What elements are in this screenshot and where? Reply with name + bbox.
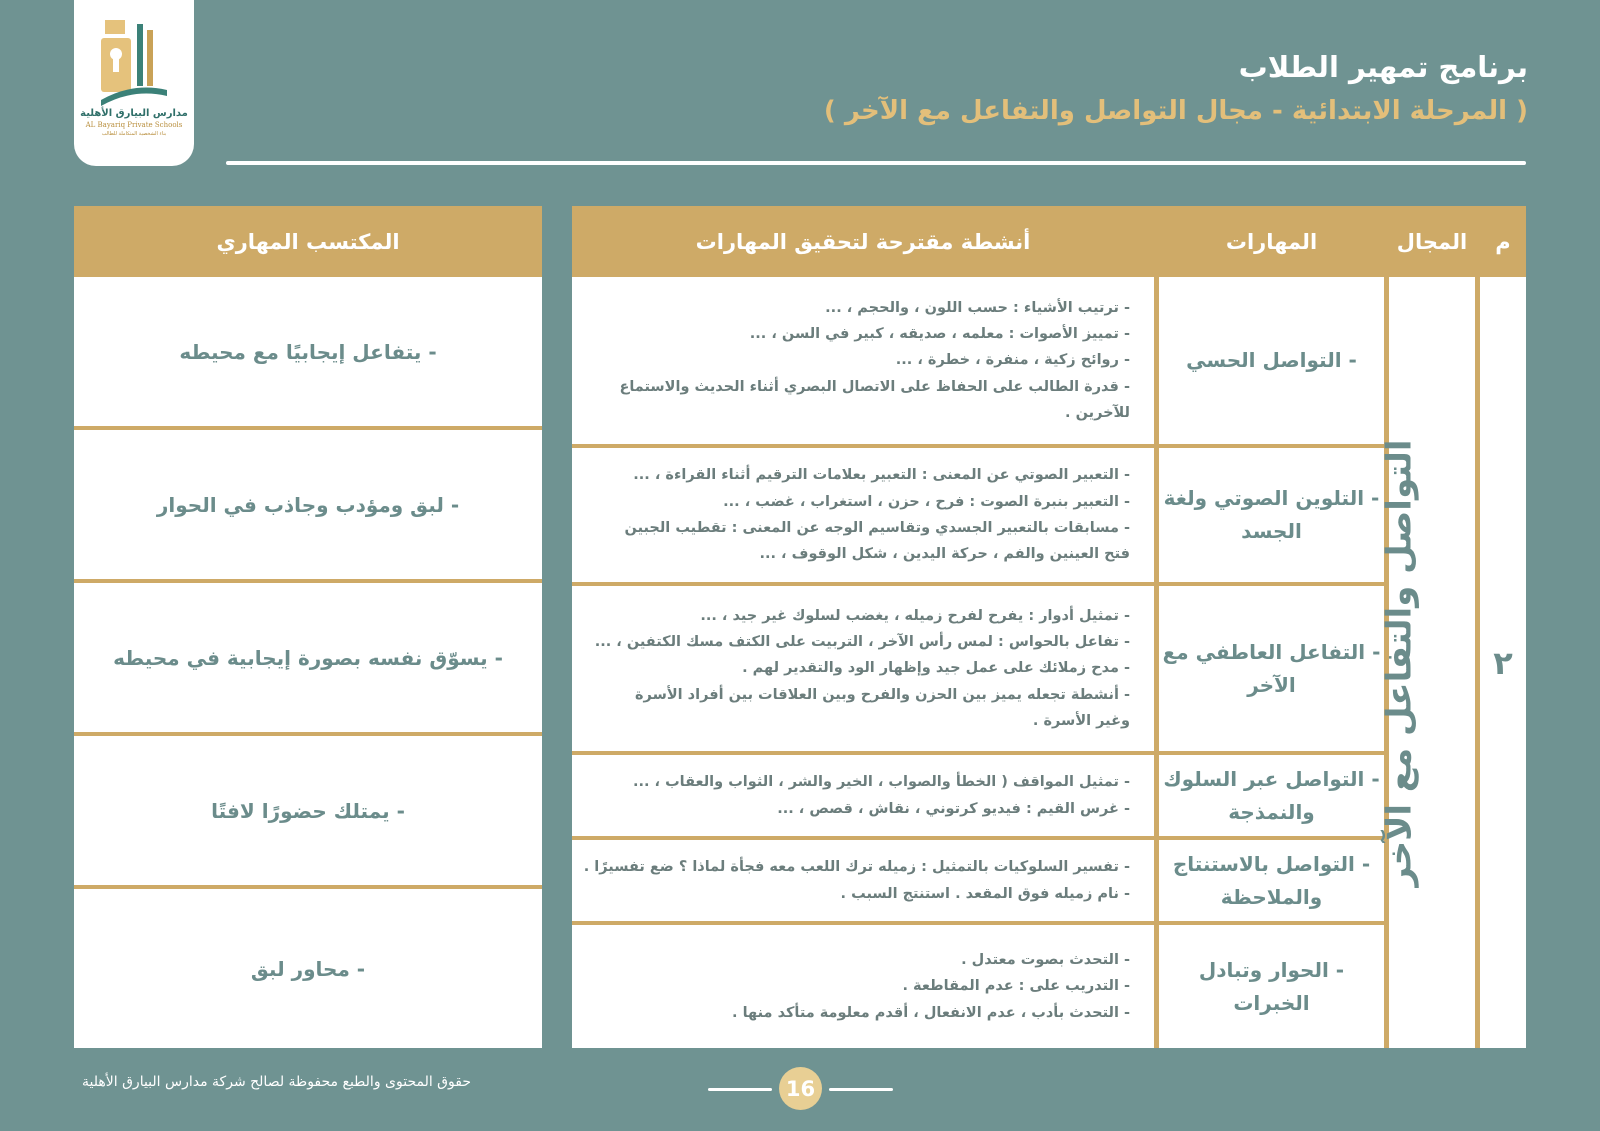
page-title: برنامج تمهير الطلاب <box>1238 50 1528 84</box>
activity-line: - غرس القيم : فيديو كرتوني ، نقاش ، قصص ، ... <box>777 800 1130 817</box>
activity-line: - التعبير بنبرة الصوت : فرح ، حزن ، استغراب ، غضب ، ... <box>723 493 1130 510</box>
skill-cell: - التواصل عبر السلوك والنمذجة <box>1163 766 1380 824</box>
skill-cell: - التواصل الحسي <box>1186 348 1357 372</box>
activity-line: - تمييز الأصوات : معلمه ، صديقه ، كبير في السن ، ... <box>749 325 1130 342</box>
skill-cell: - التواصل بالاستنتاج والملاحظة <box>1172 851 1371 909</box>
activity-line: فتح العينين والفم ، حركة اليدين ، شكل الوقوف ، ... <box>759 546 1130 563</box>
skill-cell: - الحوار وتبادل الخبرات <box>1198 957 1345 1015</box>
copyright-notice: حقوق المحتوى والطبع محفوظة لصالح شركة مدارس البيارق الأهلية <box>82 1074 472 1090</box>
footer-divider <box>829 1088 893 1091</box>
activities-cell <box>572 277 1154 444</box>
activities-cell <box>572 925 1154 1048</box>
activities-cell <box>572 448 1154 582</box>
bayariq-logo-icon <box>97 16 171 106</box>
acquired-skill-item: - يسوّق نفسه بصورة إيجابية في محيطه <box>113 645 503 670</box>
activities-cell <box>572 840 1154 921</box>
logo-name-english: AL Bayariq Private Schools <box>85 121 183 129</box>
activity-line: - تفاعل بالحواس : لمس رأس الآخر ، التربيت على الكتف مسك الكتفين ، ... <box>594 633 1130 650</box>
activity-line: - روائح زكية ، منفرة ، خطرة ، ... <box>895 352 1130 369</box>
activity-line: - أنشطة تجعله يميز بين الحزن والفرح وبين العلاقات بين أفراد الأسرة <box>635 686 1130 703</box>
domain-label: التواصل والتفاعل مع الآخر <box>1379 438 1420 887</box>
activity-line: - قدرة الطالب على الحفاظ على الاتصال البصري أثناء الحديث والاستماع <box>619 378 1130 395</box>
skills-table <box>572 206 1526 1048</box>
activity-line: - تمثيل أدوار : يفرح لفرح زميله ، يغضب لسلوك غير جيد ، ... <box>700 607 1130 624</box>
activity-line: - تمثيل المواقف ( الخطأ والصواب ، الخير والشر ، الثواب والعقاب ، ... <box>632 774 1130 791</box>
header-domain: المجال <box>1396 229 1468 254</box>
row-number: ٢ <box>1493 643 1513 682</box>
logo-tagline: بناء الشخصية المتكاملة للطالب <box>101 131 167 137</box>
activity-line: - تفسير السلوكيات بالتمثيل : زميله ترك اللعب معه فجأة لماذا ؟ ضع تفسيرًا . <box>583 859 1130 876</box>
acquired-skills-table <box>74 206 542 1048</box>
header-skills: المهارات <box>1225 229 1318 254</box>
activity-line: للآخرين . <box>1065 405 1130 422</box>
skill-cell: - التلوين الصوتي ولغة الجسد <box>1163 486 1380 543</box>
activity-line: - التحدث بأدب ، عدم الانفعال ، أقدم معلومة متأكد منها . <box>732 1004 1130 1021</box>
header-num: م <box>1495 229 1511 254</box>
header-activities: أنشطة مقترحة لتحقيق المهارات <box>695 229 1031 254</box>
skill-cell: - التفاعل العاطفي مع الآخر <box>1162 639 1381 697</box>
acquired-skills-header: المكتسب المهاري <box>74 206 542 277</box>
activity-line: - مسابقات بالتعبير الجسدي وتقاسيم الوجه عن المعنى : تقطيب الجبين <box>624 520 1130 536</box>
activities-cell <box>572 586 1154 751</box>
activity-line: - مدح زملائك على عمل جيد وإظهار الود والتقدير لهم . <box>742 660 1130 677</box>
header-divider <box>226 161 1526 165</box>
page-number: 16 <box>779 1067 822 1110</box>
acquired-skill-item: - يتفاعل إيجابيًا مع محيطه <box>179 339 437 364</box>
acquired-skill-item: - لبق ومؤدب وجاذب في الحوار <box>156 492 460 517</box>
activity-line: - التدريب على : عدم المقاطعة . <box>902 978 1130 995</box>
footer-divider <box>708 1088 772 1091</box>
activity-line: - التحدث بصوت معتدل . <box>961 951 1130 968</box>
school-logo <box>74 0 194 166</box>
activities-cell <box>572 755 1154 836</box>
activity-line: - التعبير الصوتي عن المعنى : التعبير بعلامات الترقيم أثناء القراءة ، ... <box>633 467 1130 484</box>
acquired-skill-item: - يمتلك حضورًا لافتًا <box>211 798 405 823</box>
activity-line: - نام زميله فوق المقعد . استنتج السبب . <box>840 885 1130 902</box>
logo-name-arabic: مدارس البيارق الأهلية <box>80 108 188 119</box>
page-subtitle: ( المرحلة الابتدائية - مجال التواصل والتفاعل مع الآخر ) <box>823 96 1528 126</box>
acquired-skill-item: - محاور لبق <box>250 956 366 981</box>
activity-line: وغير الأسرة . <box>1032 713 1130 730</box>
activity-line: - ترتيب الأشياء : حسب اللون ، والحجم ، ... <box>825 299 1130 316</box>
